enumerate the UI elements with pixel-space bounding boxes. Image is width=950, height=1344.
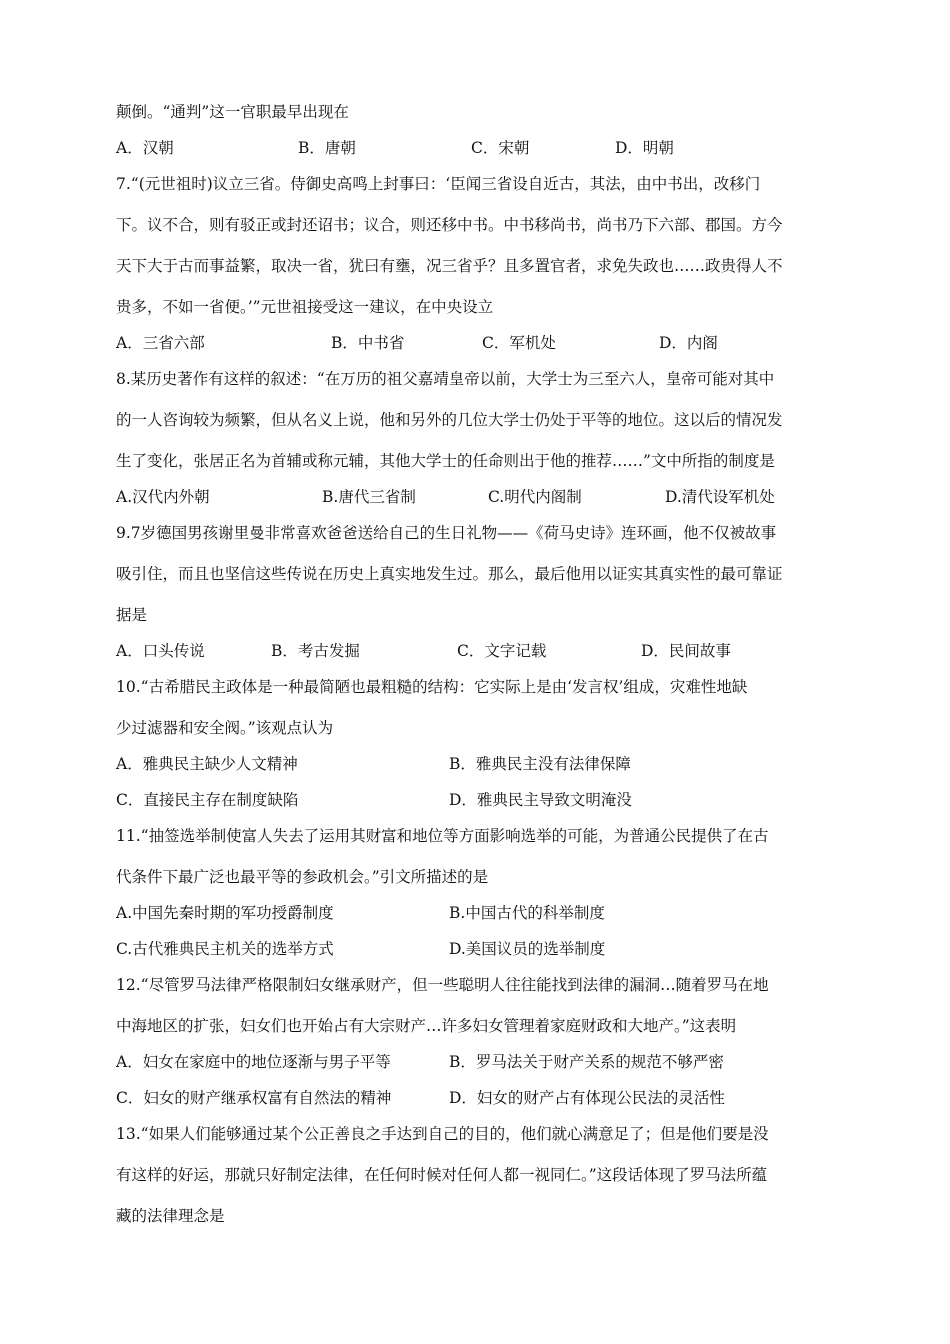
q8-option-d: D.清代设军机处 <box>665 488 775 506</box>
q12-option-c: C．妇女的财产继承权富有自然法的精神 <box>116 1089 392 1107</box>
q6-option-c: C．宋朝 <box>471 139 530 157</box>
q10-option-b: B．雅典民主没有法律保障 <box>449 755 631 773</box>
q11-option-d: D.美国议员的选举制度 <box>449 940 606 958</box>
q8-option-a: A.汉代内外朝 <box>116 488 210 506</box>
q11-option-a: A.中国先秦时期的军功授爵制度 <box>116 904 334 922</box>
q9-option-d: D．民间故事 <box>641 642 731 660</box>
q10-stem-line: 10.“古希腊民主政体是一种最简陋也最粗糙的结构：它实际上是由‘发言权’组成，灾难性地缺 <box>116 678 748 696</box>
q12-option-d: D．妇女的财产占有体现公民法的灵活性 <box>449 1089 725 1107</box>
q7-stem-line: 下。议不合，则有驳正或封还诏书；议合，则还移中书。中书移尚书，尚书乃下六部、郡国。方今 <box>116 216 783 234</box>
q7-option-a: A．三省六部 <box>116 334 205 352</box>
q8-stem-line: 8.某历史著作有这样的叙述：“在万历的祖父嘉靖皇帝以前，大学士为三至六人，皇帝可能对其中 <box>116 370 775 388</box>
q7-option-d: D．内阁 <box>659 334 718 352</box>
q7-stem-line: 贵多，不如一省便。’”元世祖接受这一建议，在中央设立 <box>116 298 494 316</box>
q8-stem-line: 生了变化，张居正名为首辅或称元辅，其他大学士的任命则出于他的推荐……”文中所指的制度是 <box>116 452 775 470</box>
q6-stem-line: 颠倒。“通判”这一官职最早出现在 <box>116 103 349 121</box>
q9-option-b: B．考古发掘 <box>271 642 360 660</box>
q6-option-b: B．唐朝 <box>298 139 356 157</box>
q9-option-a: A．口头传说 <box>116 642 205 660</box>
q7-option-c: C．军机处 <box>482 334 556 352</box>
q9-stem-line: 9.7岁德国男孩谢里曼非常喜欢爸爸送给自己的生日礼物——《荷马史诗》连环画，他不仅被故事 <box>116 524 777 542</box>
q6-option-d: D．明朝 <box>615 139 674 157</box>
q10-stem-line: 少过滤器和安全阀。”该观点认为 <box>116 719 334 737</box>
q11-stem-line: 代条件下最广泛也最平等的参政机会。”引文所描述的是 <box>116 868 489 886</box>
q7-stem-line: 7.“(元世祖时)议立三省。侍御史高鸣上封事曰：‘臣闻三省设自近古，其法，由中书出，改移门 <box>116 175 761 193</box>
q12-stem-line: 中海地区的扩张，妇女们也开始占有大宗财产…许多妇女管理着家庭财政和大地产。”这表明 <box>116 1017 737 1035</box>
q6-option-a: A．汉朝 <box>116 139 174 157</box>
q8-option-b: B.唐代三省制 <box>322 488 416 506</box>
q12-stem-line: 12.“尽管罗马法律严格限制妇女继承财产，但一些聪明人往往能找到法律的漏洞…随着罗马在地 <box>116 976 769 994</box>
q11-option-c: C.古代雅典民主机关的选举方式 <box>116 940 334 958</box>
q8-stem-line: 的一人咨询较为频繁，但从名义上说，他和另外的几位大学士仍处于平等的地位。这以后的情况发 <box>116 411 783 429</box>
q13-stem-line: 藏的法律理念是 <box>116 1207 225 1225</box>
q9-stem-line: 吸引住，而且也坚信这些传说在历史上真实地发生过。那么，最后他用以证实其真实性的最可靠证 <box>116 565 783 583</box>
q9-option-c: C．文字记载 <box>457 642 547 660</box>
q11-option-b: B.中国古代的科举制度 <box>449 904 605 922</box>
q12-option-a: A．妇女在家庭中的地位逐渐与男子平等 <box>116 1053 391 1071</box>
q8-option-c: C.明代内阁制 <box>488 488 582 506</box>
q11-stem-line: 11.“抽签选举制使富人失去了运用其财富和地位等方面影响选举的可能，为普通公民提供了在古 <box>116 827 769 845</box>
q9-stem-line: 据是 <box>116 606 148 624</box>
q10-option-c: C．直接民主存在制度缺陷 <box>116 791 299 809</box>
q7-option-b: B．中书省 <box>331 334 405 352</box>
q7-stem-line: 天下大于古而事益繁，取决一省，犹曰有壅，况三省乎？且多置官者，求免失政也……政贵得人不 <box>116 257 783 275</box>
q10-option-d: D．雅典民主导致文明淹没 <box>449 791 632 809</box>
q13-stem-line: 有这样的好运，那就只好制定法律，在任何时候对任何人都一视同仁。”这段话体现了罗马法所蕴 <box>116 1166 768 1184</box>
q12-option-b: B．罗马法关于财产关系的规范不够严密 <box>449 1053 724 1071</box>
q10-option-a: A．雅典民主缺少人文精神 <box>116 755 298 773</box>
q13-stem-line: 13.“如果人们能够通过某个公正善良之手达到自己的目的，他们就心满意足了；但是他们要是没 <box>116 1125 769 1143</box>
